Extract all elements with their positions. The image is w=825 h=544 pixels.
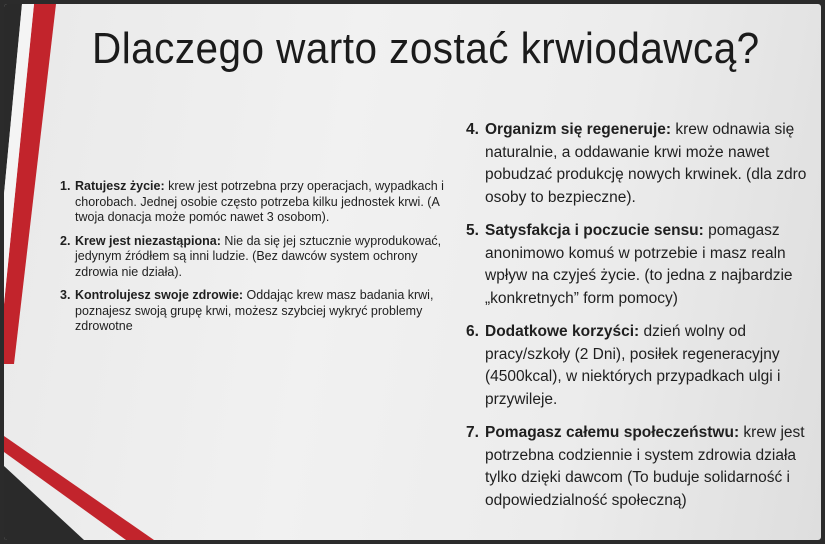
list-item [60,234,452,281]
item-body: Nie da się jej sztucznie wyprodukować, jedynym źródłem są inni ludzie. (Bez dawców system ochrony zdrowia nie działa). [75,233,442,279]
slide [4,4,821,540]
list-item [466,321,821,411]
item-body: krew odnawia się naturalnie, a oddawanie krwi może nawet pobudzać produkcję nowych krwinek. (dla zdro osoby to bezpieczne). [485,121,807,206]
item-text [485,321,821,411]
list-item [60,288,452,335]
item-body: dzień wolny od pracy/szkoły (2 Dni), posiłek regeneracyjny (4500kcal), w niektórych przypadkach ulgi i przywileje. [485,323,781,408]
list-item [60,179,452,226]
list-item [466,422,821,512]
item-number: 2. [60,233,71,248]
item-number: 5. [466,222,479,239]
item-body: krew jest potrzebna przy operacjach, wypadkach i chorobach. Jednej osobie często potrzeba kilku jednostek krwi. (A twoja donacja może pomóc nawet 3 osobom). [75,179,444,224]
page-title: Dlaczego warto zostać krwiodawcą? [92,24,760,73]
item-heading: Kontrolujesz swoje zdrowie: [75,288,244,302]
item-heading: Ratujesz życie: [75,179,165,193]
item-heading: Satysfakcja i poczucie sensu: [485,222,704,239]
item-heading: Krew jest niezastąpiona: [75,233,221,248]
list-item [466,220,821,310]
item-text [75,179,452,226]
item-number: 6. [466,323,479,340]
item-heading: Pomagasz całemu społeczeństwu: [485,424,740,441]
item-number: 4. [466,121,479,138]
item-number: 3. [60,288,71,302]
right-column [466,119,821,523]
item-body: pomagasz anonimowo komuś w potrzebie i masz realn wpływ na czyjeś życie. (to jedna z najbardzie „konkretnych” form pomocy) [485,222,793,307]
item-body: Oddając krew masz badania krwi, poznajesz swoją grupę krwi, możesz szybciej wykryć problemy zdrowotne [75,288,434,333]
item-text [485,119,821,209]
item-text [75,234,452,281]
item-heading: Dodatkowe korzyści: [485,323,640,340]
item-text [75,288,452,335]
left-column [60,179,452,343]
item-number: 7. [466,424,479,441]
item-heading: Organizm się regeneruje: [485,121,672,138]
list-item [466,119,821,209]
item-text [485,422,821,512]
item-text [485,220,821,310]
item-number: 1. [60,179,71,193]
item-body: krew jest potrzebna codziennie i system zdrowia działa tylko dzięki dawcom (To buduje solidarność i odpowiedzialność społeczną) [485,424,805,509]
